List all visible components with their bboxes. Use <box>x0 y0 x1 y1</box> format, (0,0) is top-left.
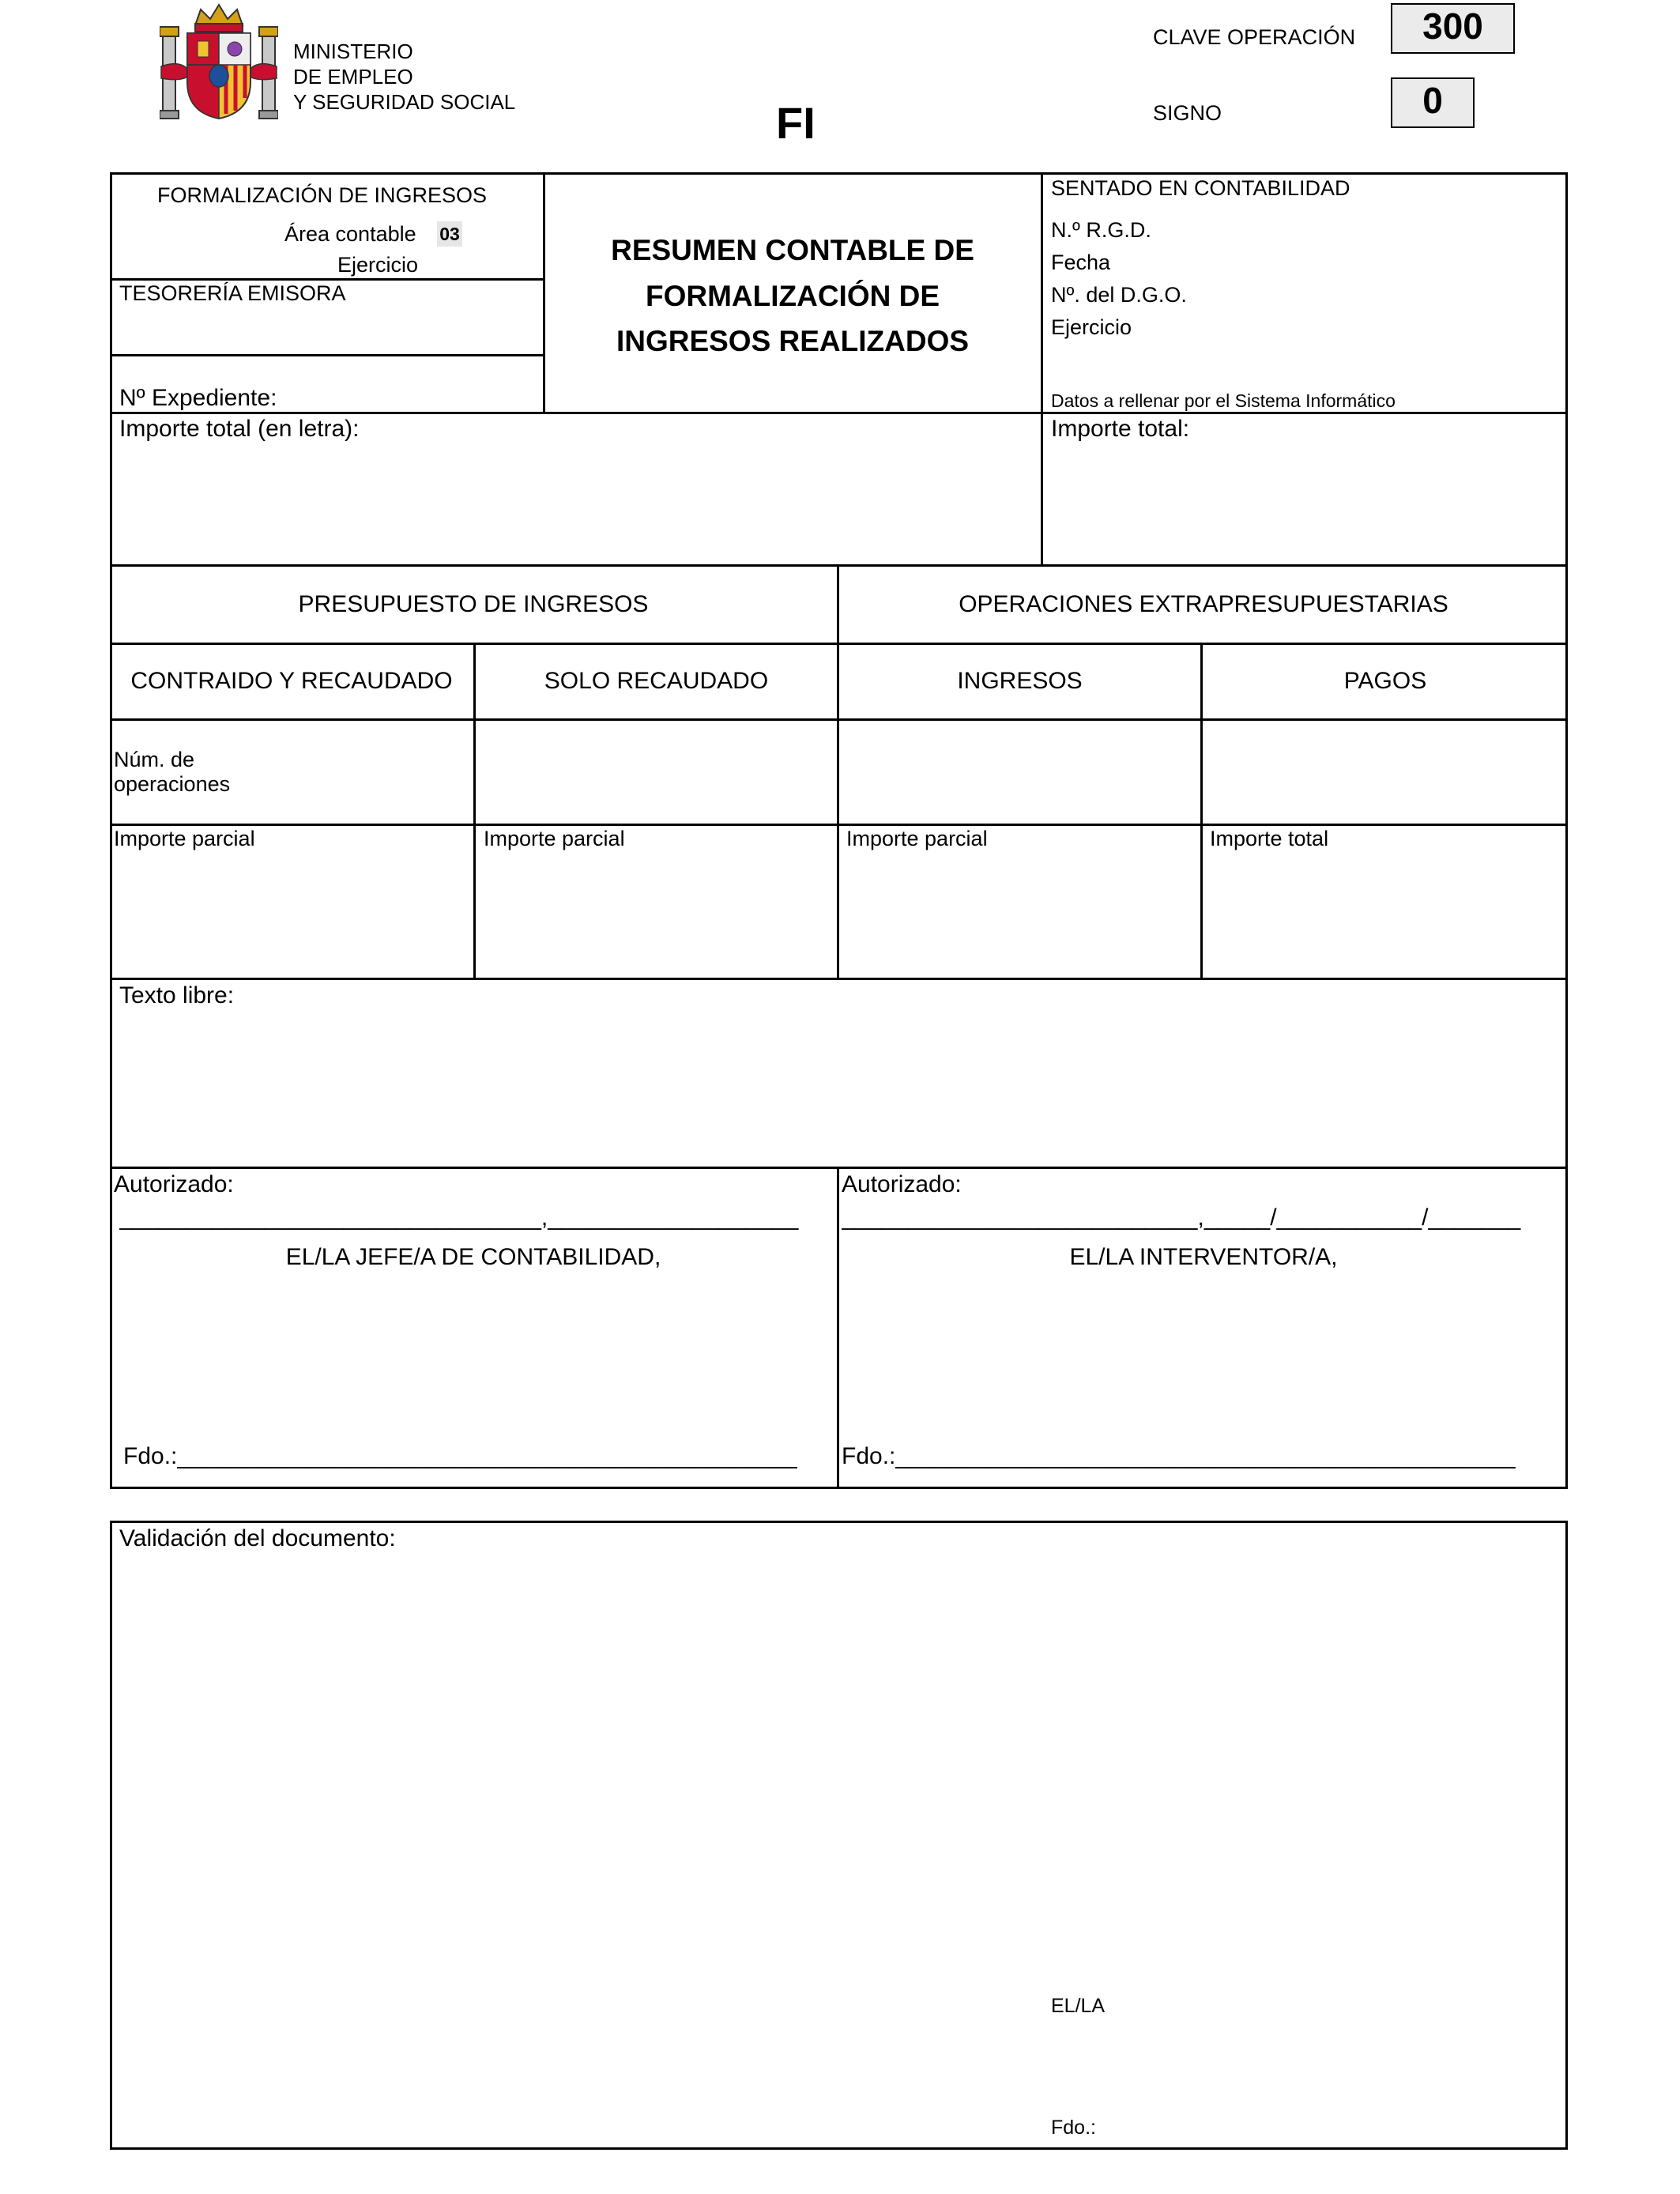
num-operaciones-pagos-field[interactable] <box>1204 722 1565 822</box>
importe-parcial-label: Importe parcial <box>846 827 988 850</box>
validacion-ella-label: EL/LA <box>1051 1995 1106 2017</box>
divider <box>1041 172 1043 566</box>
autorizado-left-label: Autorizado: <box>114 1171 234 1197</box>
formalizacion-label: FORMALIZACIÓN DE INGRESOS <box>157 183 488 207</box>
importe-letra-label: Importe total (en letra): <box>119 416 360 442</box>
expediente-label: Nº Expediente: <box>119 385 277 411</box>
importe-total-field[interactable] <box>1047 447 1562 561</box>
validacion-fdo-label: Fdo.: <box>1051 2117 1096 2139</box>
clave-operacion-value: 300 <box>1422 6 1483 47</box>
ejercicio-label: Ejercicio <box>337 253 419 277</box>
col-solo-recaudado: SOLO RECAUDADO <box>544 668 769 694</box>
divider <box>110 824 1568 826</box>
num-operaciones-label-1: Núm. de <box>114 748 195 771</box>
col-pagos: PAGOS <box>1343 668 1427 694</box>
importe-total-label: Importe total: <box>1051 416 1190 442</box>
document-title-line-2: FORMALIZACIÓN DE <box>645 280 940 312</box>
sistema-informatico-note: Datos a rellenar por el Sistema Informático <box>1051 390 1396 411</box>
divider <box>110 412 1568 414</box>
autorizado-right-label: Autorizado: <box>842 1171 962 1197</box>
importe-parcial-label: Importe parcial <box>114 827 255 850</box>
importe-parcial-label: Importe parcial <box>484 827 625 850</box>
divider <box>110 643 1568 645</box>
divider <box>110 354 544 356</box>
autorizado-left-place-date-line: ________________________________,___________________ <box>119 1206 799 1230</box>
document-title-line-1: RESUMEN CONTABLE DE <box>611 234 974 266</box>
divider <box>837 564 839 979</box>
operaciones-extrapresupuestarias-header: OPERACIONES EXTRAPRESUPUESTARIAS <box>959 591 1448 617</box>
divider <box>837 1167 839 1489</box>
dgo-label: Nº. del D.G.O. <box>1051 283 1187 307</box>
signo-value: 0 <box>1422 80 1443 121</box>
rgd-label: N.º R.G.D. <box>1051 218 1151 242</box>
ministry-line-2: DE EMPLEO <box>293 65 413 89</box>
divider <box>110 978 1568 980</box>
ministry-line-3: Y SEGURIDAD SOCIAL <box>293 90 516 114</box>
area-contable-value: 03 <box>439 224 460 244</box>
texto-libre-field[interactable] <box>115 1013 1565 1163</box>
col-ingresos: INGRESOS <box>957 668 1083 694</box>
texto-libre-label: Texto libre: <box>119 982 235 1008</box>
autorizado-right-place-date-line: ___________________________,_____/___________/_______ <box>842 1206 1521 1230</box>
ministry-line-1: MINISTERIO <box>293 40 413 63</box>
validacion-field[interactable] <box>115 1557 1565 2142</box>
num-operaciones-ingresos-field[interactable] <box>841 722 1199 822</box>
num-operaciones-solo-recaudado-field[interactable] <box>477 722 835 822</box>
presupuesto-ingresos-header: PRESUPUESTO DE INGRESOS <box>298 591 649 617</box>
importe-letra-field[interactable] <box>115 447 1038 561</box>
fecha-label: Fecha <box>1051 251 1111 274</box>
sentado-contabilidad-label: SENTADO EN CONTABILIDAD <box>1051 176 1350 200</box>
jefe-contabilidad-role: EL/LA JEFE/A DE CONTABILIDAD, <box>285 1244 661 1270</box>
area-contable-label: Área contable <box>284 222 416 246</box>
signo-label: SIGNO <box>1153 101 1222 125</box>
left-signature-fdo: Fdo.:_______________________________________________ <box>123 1445 797 1468</box>
interventor-role: EL/LA INTERVENTOR/A, <box>1069 1244 1338 1270</box>
coat-of-arms-logo <box>160 3 278 122</box>
right-signature-fdo: Fdo.:_______________________________________________ <box>842 1445 1516 1468</box>
ejercicio-contable-label: Ejercicio <box>1051 315 1132 339</box>
clave-operacion-label: CLAVE OPERACIÓN <box>1153 25 1356 49</box>
form-code: FI <box>776 98 816 148</box>
document-title-line-3: INGRESOS REALIZADOS <box>616 325 970 357</box>
divider <box>110 718 1568 721</box>
col-contraido-recaudado: CONTRAIDO Y RECAUDADO <box>130 668 453 694</box>
importe-total-pagos-label: Importe total <box>1210 827 1329 850</box>
validacion-label: Validación del documento: <box>119 1525 396 1551</box>
num-operaciones-label-2: operaciones <box>114 772 231 796</box>
tesoreria-emisora-label: TESORERÍA EMISORA <box>119 281 346 305</box>
divider <box>110 278 544 281</box>
